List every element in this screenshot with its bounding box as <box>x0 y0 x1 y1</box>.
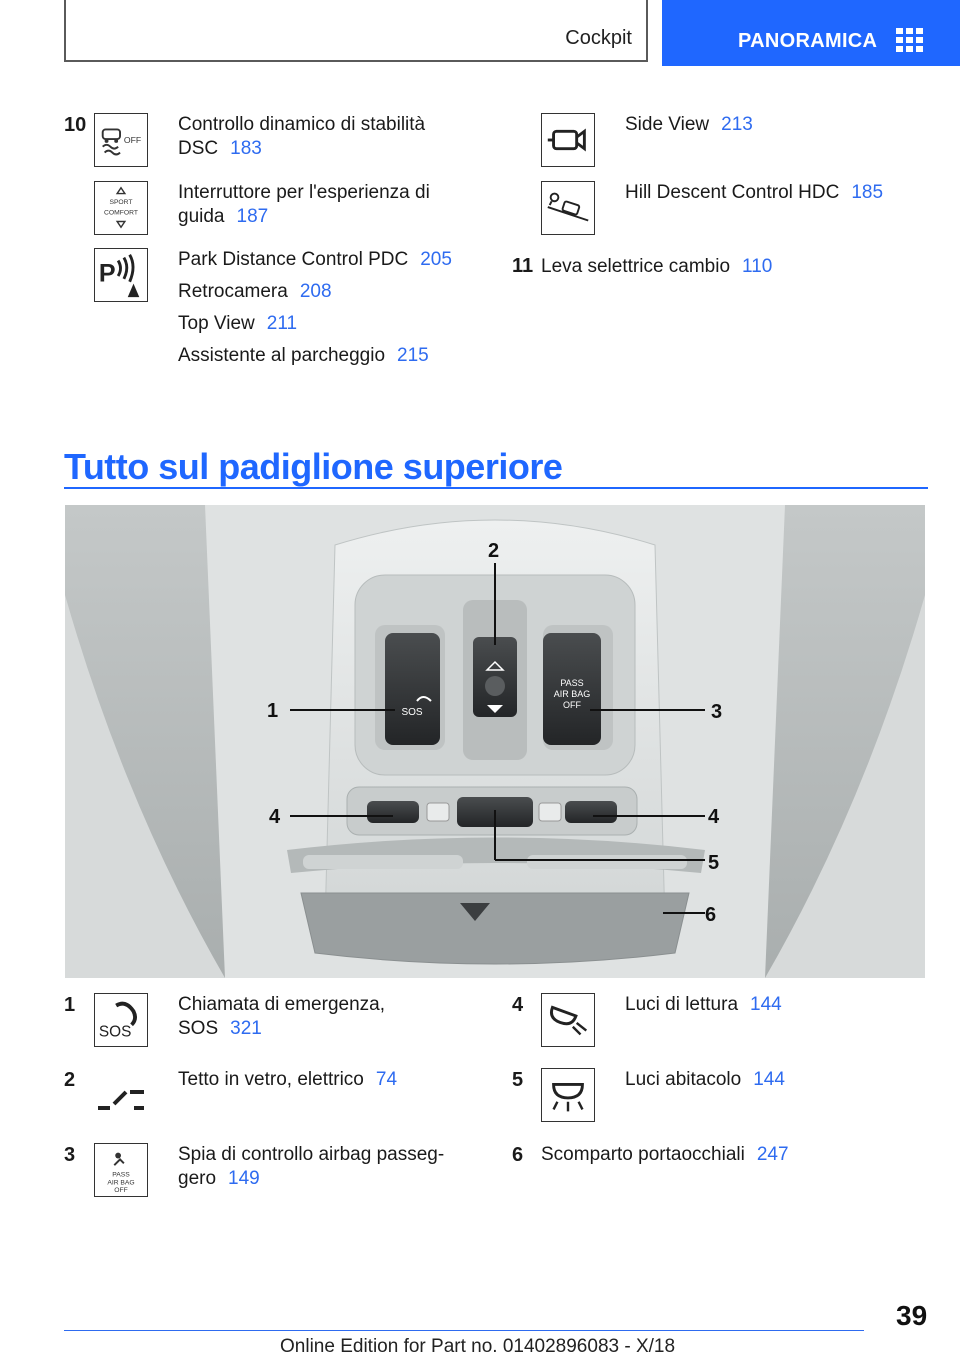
parking-assistant-text: Assistente al parcheggio <box>178 345 386 366</box>
legend-entry-4 <box>625 993 782 1017</box>
photo-airbag-label-1: PASS <box>560 678 584 688</box>
comfort-label: COMFORT <box>104 209 138 217</box>
park-distance-control-icon <box>94 248 148 302</box>
callout-5: 5 <box>708 852 720 874</box>
gear-selector-text: Leva selettrice cambio <box>541 256 731 277</box>
legend-1-page-link[interactable]: 321 <box>230 1018 262 1039</box>
dsc-text-line-2: DSC <box>178 138 219 159</box>
legend-6-page-link[interactable]: 247 <box>756 1144 789 1165</box>
legend-2-line-1: Tetto in vetro, elettrico <box>178 1069 364 1090</box>
gear-selector-page-link[interactable]: 110 <box>742 256 773 277</box>
legend-4-page-link[interactable]: 144 <box>750 994 782 1015</box>
item-number-10: 10 <box>64 114 87 136</box>
overview-label: PANORAMICA <box>738 30 878 52</box>
footer-edition-text: Online Edition for Part no. 01402896083 - X/18 <box>280 1336 676 1357</box>
airbag-icon-label-3: OFF <box>114 1187 128 1195</box>
dsc-off-icon-label: OFF <box>123 134 142 145</box>
legend-3-line-2: gero <box>178 1168 217 1189</box>
top-view-page-link[interactable]: 211 <box>266 313 298 334</box>
legend-number-5: 5 <box>512 1069 524 1091</box>
dsc-entry <box>178 113 425 161</box>
airbag-indicator-icon <box>94 1143 148 1197</box>
rear-camera-page-link[interactable]: 208 <box>299 281 332 302</box>
legend-3-page-link[interactable]: 149 <box>228 1168 260 1189</box>
legend-3-line-1: Spia di controllo airbag passeg- <box>178 1144 445 1165</box>
legend-number-4: 4 <box>512 994 524 1016</box>
header-section-label: Cockpit <box>565 27 632 49</box>
driving-page-link[interactable]: 187 <box>236 206 269 227</box>
sport-comfort-switch-icon <box>94 181 148 235</box>
legend-number-3: 3 <box>64 1144 76 1166</box>
svg-text:P: P <box>98 259 116 288</box>
airbag-icon-label-1: PASS <box>112 1171 130 1179</box>
parking-assistant-page-link[interactable]: 215 <box>397 345 429 366</box>
side-view-text: Side View <box>625 114 710 135</box>
photo-sos-label: SOS <box>401 707 423 718</box>
legend-entry-3 <box>178 1143 444 1191</box>
legend-2-page-link[interactable]: 74 <box>375 1069 398 1090</box>
gear-selector-entry <box>541 255 772 279</box>
sos-call-icon <box>94 993 148 1047</box>
legend-entry-1 <box>178 993 385 1041</box>
hill-descent-control-icon <box>541 181 595 235</box>
legend-number-6: 6 <box>512 1144 524 1166</box>
pdc-page-link[interactable]: 205 <box>420 249 452 270</box>
pdc-text: Park Distance Control PDC <box>178 249 409 270</box>
footer-rule <box>64 1330 864 1331</box>
dsc-text-line-1: Controllo dinamico di stabilità <box>178 114 426 135</box>
sos-icon-label: SOS <box>98 1023 132 1041</box>
callout-3: 3 <box>711 701 723 723</box>
side-view-page-link[interactable]: 213 <box>721 114 753 135</box>
callout-1: 1 <box>267 700 279 722</box>
sport-label: SPORT <box>109 199 133 207</box>
airbag-icon-label-2: AIR BAG <box>107 1179 135 1187</box>
hdc-entry <box>625 181 883 205</box>
driving-experience-entry <box>178 181 430 229</box>
overview-button[interactable] <box>662 0 960 66</box>
pdc-entries <box>178 248 452 368</box>
interior-light-icon <box>541 1068 595 1122</box>
side-view-camera-icon <box>541 113 595 167</box>
glass-roof-icon <box>94 1068 148 1122</box>
page-number: 39 <box>896 1300 928 1331</box>
section-title-rule <box>64 487 928 489</box>
legend-entry-5 <box>625 1068 785 1092</box>
driving-text-line-1: Interruttore per l'esperienza di <box>178 182 430 203</box>
callout-4-left: 4 <box>269 806 281 828</box>
legend-6-line-1: Scomparto portaocchiali <box>541 1144 745 1165</box>
driving-text-line-2: guida <box>178 206 225 227</box>
legend-entry-6 <box>541 1143 789 1167</box>
photo-airbag-label-2: AIR BAG <box>553 689 591 699</box>
overhead-console-photo <box>65 505 925 978</box>
legend-1-line-2: SOS <box>178 1018 219 1039</box>
legend-4-line-1: Luci di lettura <box>625 994 739 1015</box>
hdc-page-link[interactable]: 185 <box>851 182 884 203</box>
grid-icon <box>896 28 924 52</box>
rear-camera-text: Retrocamera <box>178 281 288 302</box>
legend-entry-2 <box>178 1068 397 1092</box>
section-title: Tutto sul padiglione superiore <box>64 446 563 487</box>
legend-number-2: 2 <box>64 1069 76 1091</box>
legend-5-page-link[interactable]: 144 <box>753 1069 785 1090</box>
dsc-page-link[interactable]: 183 <box>230 138 262 159</box>
legend-5-line-1: Luci abitacolo <box>625 1069 742 1090</box>
callout-4-right: 4 <box>708 806 720 828</box>
photo-airbag-label-3: OFF <box>563 700 581 710</box>
legend-number-1: 1 <box>64 994 76 1016</box>
top-view-text: Top View <box>178 313 255 334</box>
side-view-entry <box>625 113 753 137</box>
legend-1-line-1: Chiamata di emergenza, <box>178 994 385 1015</box>
reading-light-icon <box>541 993 595 1047</box>
hdc-text: Hill Descent Control HDC <box>625 182 840 203</box>
callout-6: 6 <box>705 904 717 926</box>
callout-2: 2 <box>488 540 500 562</box>
header-section-tab <box>64 0 648 62</box>
item-number-11: 11 <box>512 255 534 277</box>
dsc-off-icon <box>94 113 148 167</box>
